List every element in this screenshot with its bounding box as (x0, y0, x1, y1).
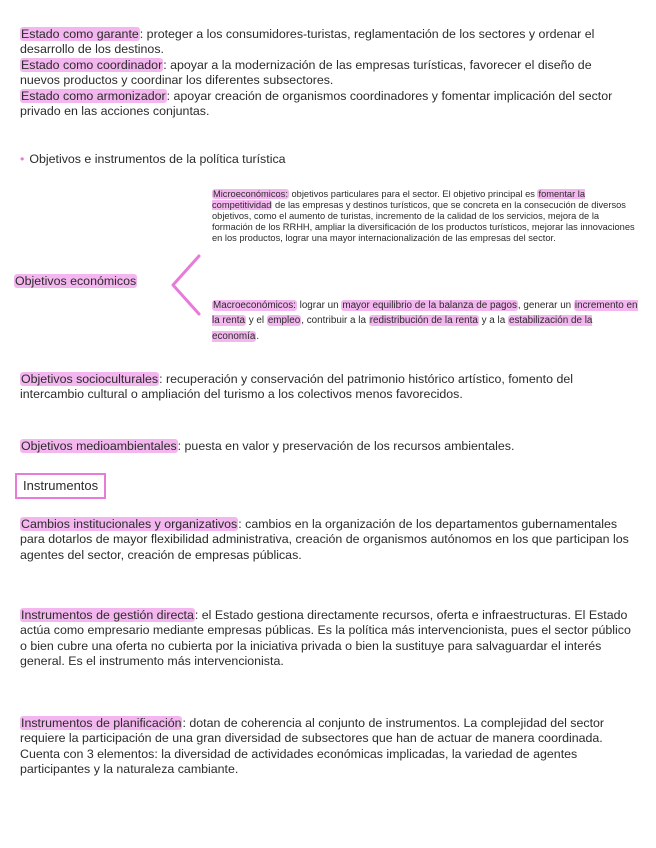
role-text: : apoyar creación de organismos coordinadores y fomentar implicación del sector privado en las acciones conjuntas. (20, 88, 613, 119)
macro-highlight: mayor equilibrio de la balanza de pagos (342, 300, 517, 311)
microeconomic-objectives: Microeconómicos: objetivos particulares para el sector. El objetivo principal es fomentar la competitividad de las empresas y destinos turísticos, que se concreta en la consecución de diversos objetivos, como el aumento de turistas, incremento de la calidad de los servicios, mejora de la formación de los RRHH, ampliar la diversificación de los productos turísticos, mejorar las innovaciones en los productos, lograr una mayor internacionalización de las empresas del sector. (212, 189, 635, 244)
economic-objectives-label: Objetivos económicos (15, 274, 137, 288)
state-roles-section (20, 27, 620, 119)
socio-term: Objetivos socioculturales (21, 372, 159, 386)
role-paragraph (20, 58, 620, 89)
role-paragraph (20, 27, 620, 58)
objectives-heading (20, 152, 286, 167)
role-text: : apoyar a la modernización de las empresas turísticas, favorecer el diseño de nuevos productos y coordinar los diferentes subsectores. (20, 57, 592, 88)
medio-term: Objetivos medioambientales (21, 439, 177, 453)
macro-highlight: redistribución de la renta (369, 315, 478, 327)
environmental-objectives: Objetivos medioambientales: puesta en valor y preservación de los recursos ambientales. (21, 439, 515, 453)
institutional-changes: Cambios institucionales y organizativos: cambios en la organización de los departamentos gubernamentales para dotarlos de mayor flexibilidad administrativa, creación de organismos autónomos en los que participan los agentes del sector, creación de empresas públicas. (20, 517, 629, 562)
micro-term: Microeconómicos: (213, 189, 288, 199)
macro-highlight: incremento en la renta (212, 300, 638, 327)
brace-icon (169, 253, 203, 317)
gestion-term: Instrumentos de gestión directa (21, 608, 194, 622)
sociocultural-objectives: Objetivos socioculturales: recuperación y conservación del patrimonio histórico artístico, fomento del intercambio cultural o ampliación del turismo a los colectivos menos favorecidos. (20, 372, 573, 402)
role-text: : proteger a los consumidores-turistas, reglamentación de los sectores y ordenar el desarrollo de los destinos. (20, 27, 595, 57)
cambios-term: Cambios institucionales y organizativos (21, 517, 238, 531)
role-term: Estado como coordinador (21, 57, 163, 72)
role-term: Estado como armonizador (21, 88, 166, 103)
macro-highlight: estabilización de la economía (212, 315, 593, 342)
micro-highlight: fomentar la competitividad (212, 189, 585, 211)
role-term: Estado como garante (21, 27, 139, 41)
macroeconomic-objectives: Macroeconómicos: lograr un mayor equilibrio de la balanza de pagos, generar un incremento en la renta y el empleo, contribuir a la redistribución de la renta y a la estabilización de la economía. (212, 300, 638, 342)
direct-management-instruments: Instrumentos de gestión directa: el Estado gestiona directamente recursos, oferta e infraestructuras. El Estado actúa como empresario mediante empresas públicas. Es la política más intervencionista, pues el sector público o bien cubre una oferta no cubierta por la iniciativa privada o bien la sustituye para salvaguardar el interés general. Es el instrumento más intervencionista. (20, 608, 631, 669)
planif-term: Instrumentos de planificación (21, 716, 182, 730)
objectives-heading-text: Objetivos e instrumentos de la política turística (29, 152, 286, 166)
macro-term: Macroeconómicos: (213, 300, 296, 311)
planning-instruments: Instrumentos de planificación: dotan de coherencia al conjunto de instrumentos. La complejidad del sector requiere la participación de una gran diversidad de subsectores que han de actuar de manera coordinada. Cuenta con 3 elementos: la diversidad de actividades económicas implicadas, la variedad de agentes participantes y la naturaleza cambiante. (20, 716, 605, 777)
macro-highlight: empleo (267, 315, 301, 327)
role-paragraph (20, 89, 620, 120)
bullet-icon: • (20, 152, 25, 166)
instruments-title: Instrumentos (15, 473, 106, 499)
